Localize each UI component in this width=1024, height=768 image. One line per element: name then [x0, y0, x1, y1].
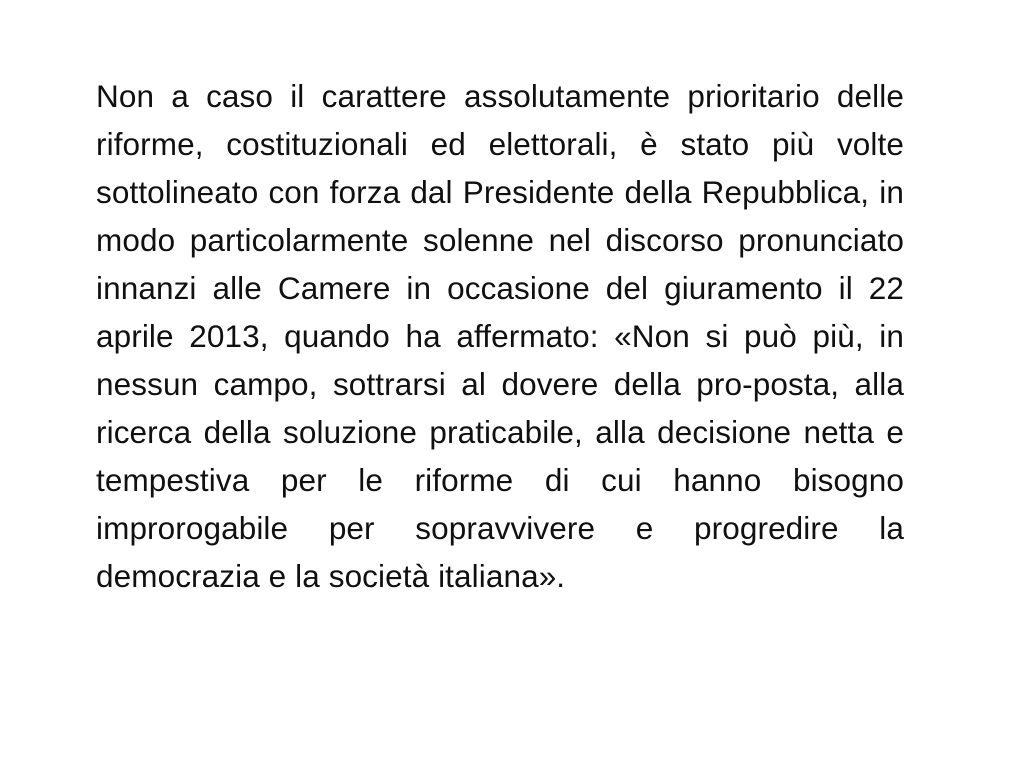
slide-body-paragraph: Non a caso il carattere assolutamente prioritario delle riforme, costituzionali ed elettorali, è stato più volte sottolineato con forza dal Presidente della Repubblica, in modo particolarmente solenne nel discorso pronunciato innanzi alle Camere in occasione del giuramento il 22 aprile 2013, quando ha affermato: «Non si può più, in nessun campo, sottrarsi al dovere della pro-posta, alla ricerca della soluzione praticabile, alla decisione netta e tempestiva per le riforme di cui hanno bisogno improrogabile per sopravvivere e progredire la democrazia e la società italiana».: [96, 78, 913, 594]
